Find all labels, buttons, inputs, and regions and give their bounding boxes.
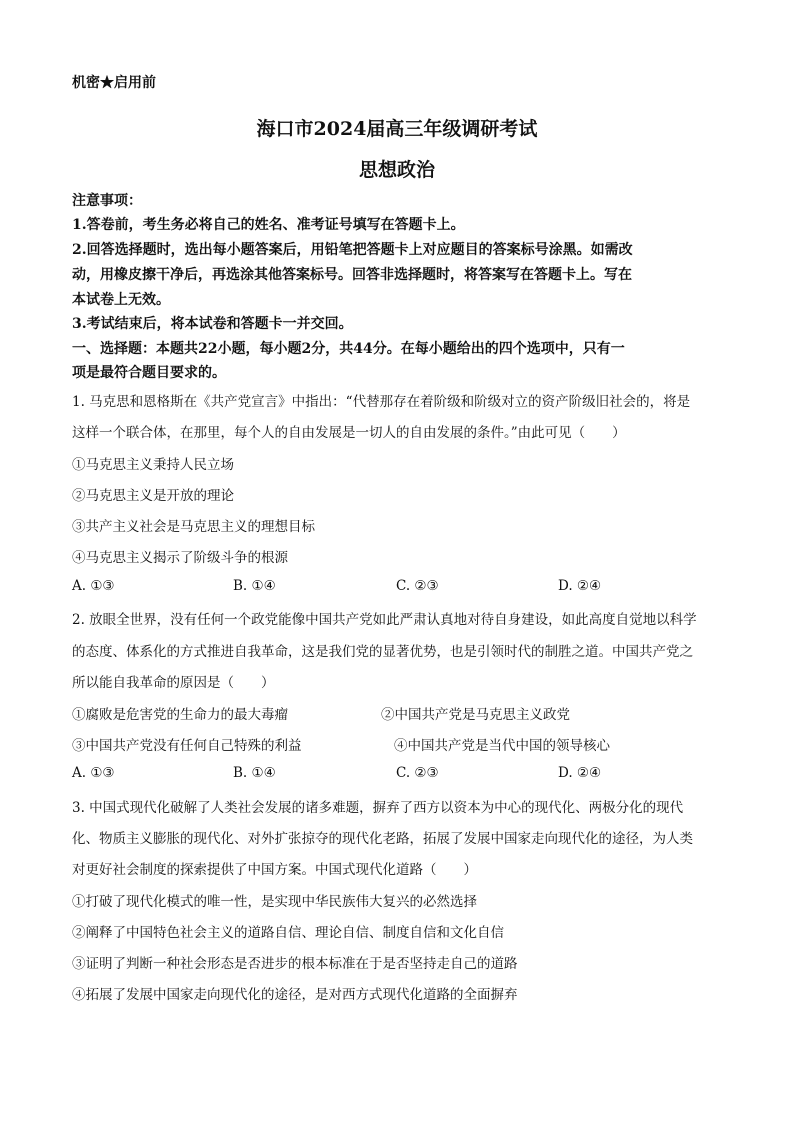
notice-item: 2.回答选择题时，选出每小题答案后，用铅笔把答题卡上对应题目的答案标号涂黑。如需改 [72,242,633,258]
choice-d[interactable]: D. ②④ [558,578,602,594]
statement: ④拓展了发展中国家走向现代化的途径，是对西方式现代化道路的全面摒弃 [72,987,518,1003]
statement: ②马克思主义是开放的理论 [72,488,234,504]
choice-c[interactable]: C. ②③ [396,578,439,594]
section-heading-cont: 项是最符合题目要求的。 [72,365,226,381]
statement: ②中国共产党是马克思主义政党 [381,707,570,723]
question-stem-line: 化、物质主义膨胀的现代化、对外扩张掠夺的现代化老路，拓展了发展中国家走向现代化的途径，为人类 [72,831,693,847]
statement: ③证明了判断一种社会形态是否进步的根本标准在于是否坚持走自己的道路 [72,956,518,972]
question-stem-line: 对更好社会制度的探索提供了中国方案。中国式现代化道路（ ） [72,862,477,878]
choice-d[interactable]: D. ②④ [558,765,602,781]
choice-c[interactable]: C. ②③ [396,765,439,781]
section-heading: 一、选择题：本题共22小题，每小题2分，共44分。在每小题给出的四个选项中，只有一 [72,341,625,357]
notice-item: 本试卷上无效。 [72,292,170,308]
notice-item: 3.考试结束后，将本试卷和答题卡一并交回。 [72,316,353,332]
statement: ①腐败是危害党的生命力的最大毒瘤 [72,707,288,723]
question-stem-line: 的态度、体系化的方式推进自我革命，这是我们党的显著优势，也是引领时代的制胜之道。中国共产党之 [72,644,693,660]
statement: ③中国共产党没有任何自己特殊的利益 [72,738,302,754]
statement: ②阐释了中国特色社会主义的道路自信、理论自信、制度自信和文化自信 [72,925,504,941]
choice-a[interactable]: A. ①③ [72,765,115,781]
question-stem-line: 3. 中国式现代化破解了人类社会发展的诸多难题，摒弃了西方以资本为中心的现代化、两极分化的现代 [72,800,684,816]
notice-item: 1.答卷前，考生务必将自己的姓名、准考证号填写在答题卡上。 [72,217,465,233]
statement: ①马克思主义秉持人民立场 [72,457,234,473]
exam-title: 海口市2024届高三年级调研考试 [256,118,538,140]
question-stem-line: 2. 放眼全世界，没有任何一个政党能像中国共产党如此严肃认真地对待自身建设，如此高度自觉地以科学 [72,612,697,628]
confidential-label: 机密★启用前 [72,75,156,91]
question-stem-line: 1. 马克思和恩格斯在《共产党宣言》中指出：“代替那存在着阶级和阶级对立的资产阶级旧社会的，将是 [72,394,691,410]
question-stem-line: 所以能自我革命的原因是（ ） [72,675,275,691]
choice-b[interactable]: B. ①④ [233,765,276,781]
question-stem-line: 这样一个联合体，在那里，每个人的自由发展是一切人的自由发展的条件。”由此可见（ ） [72,425,626,441]
subject-title: 思想政治 [358,159,435,181]
statement: ④中国共产党是当代中国的领导核心 [394,738,610,754]
choice-a[interactable]: A. ①③ [72,578,115,594]
statement: ④马克思主义揭示了阶级斗争的根源 [72,550,288,566]
statement: ①打破了现代化模式的唯一性，是实现中华民族伟大复兴的必然选择 [72,894,477,910]
notice-heading: 注意事项： [72,193,142,209]
notice-item: 动，用橡皮擦干净后，再选涂其他答案标号。回答非选择题时，将答案写在答题卡上。写在 [72,267,632,283]
choice-b[interactable]: B. ①④ [233,578,276,594]
statement: ③共产主义社会是马克思主义的理想目标 [72,519,315,535]
